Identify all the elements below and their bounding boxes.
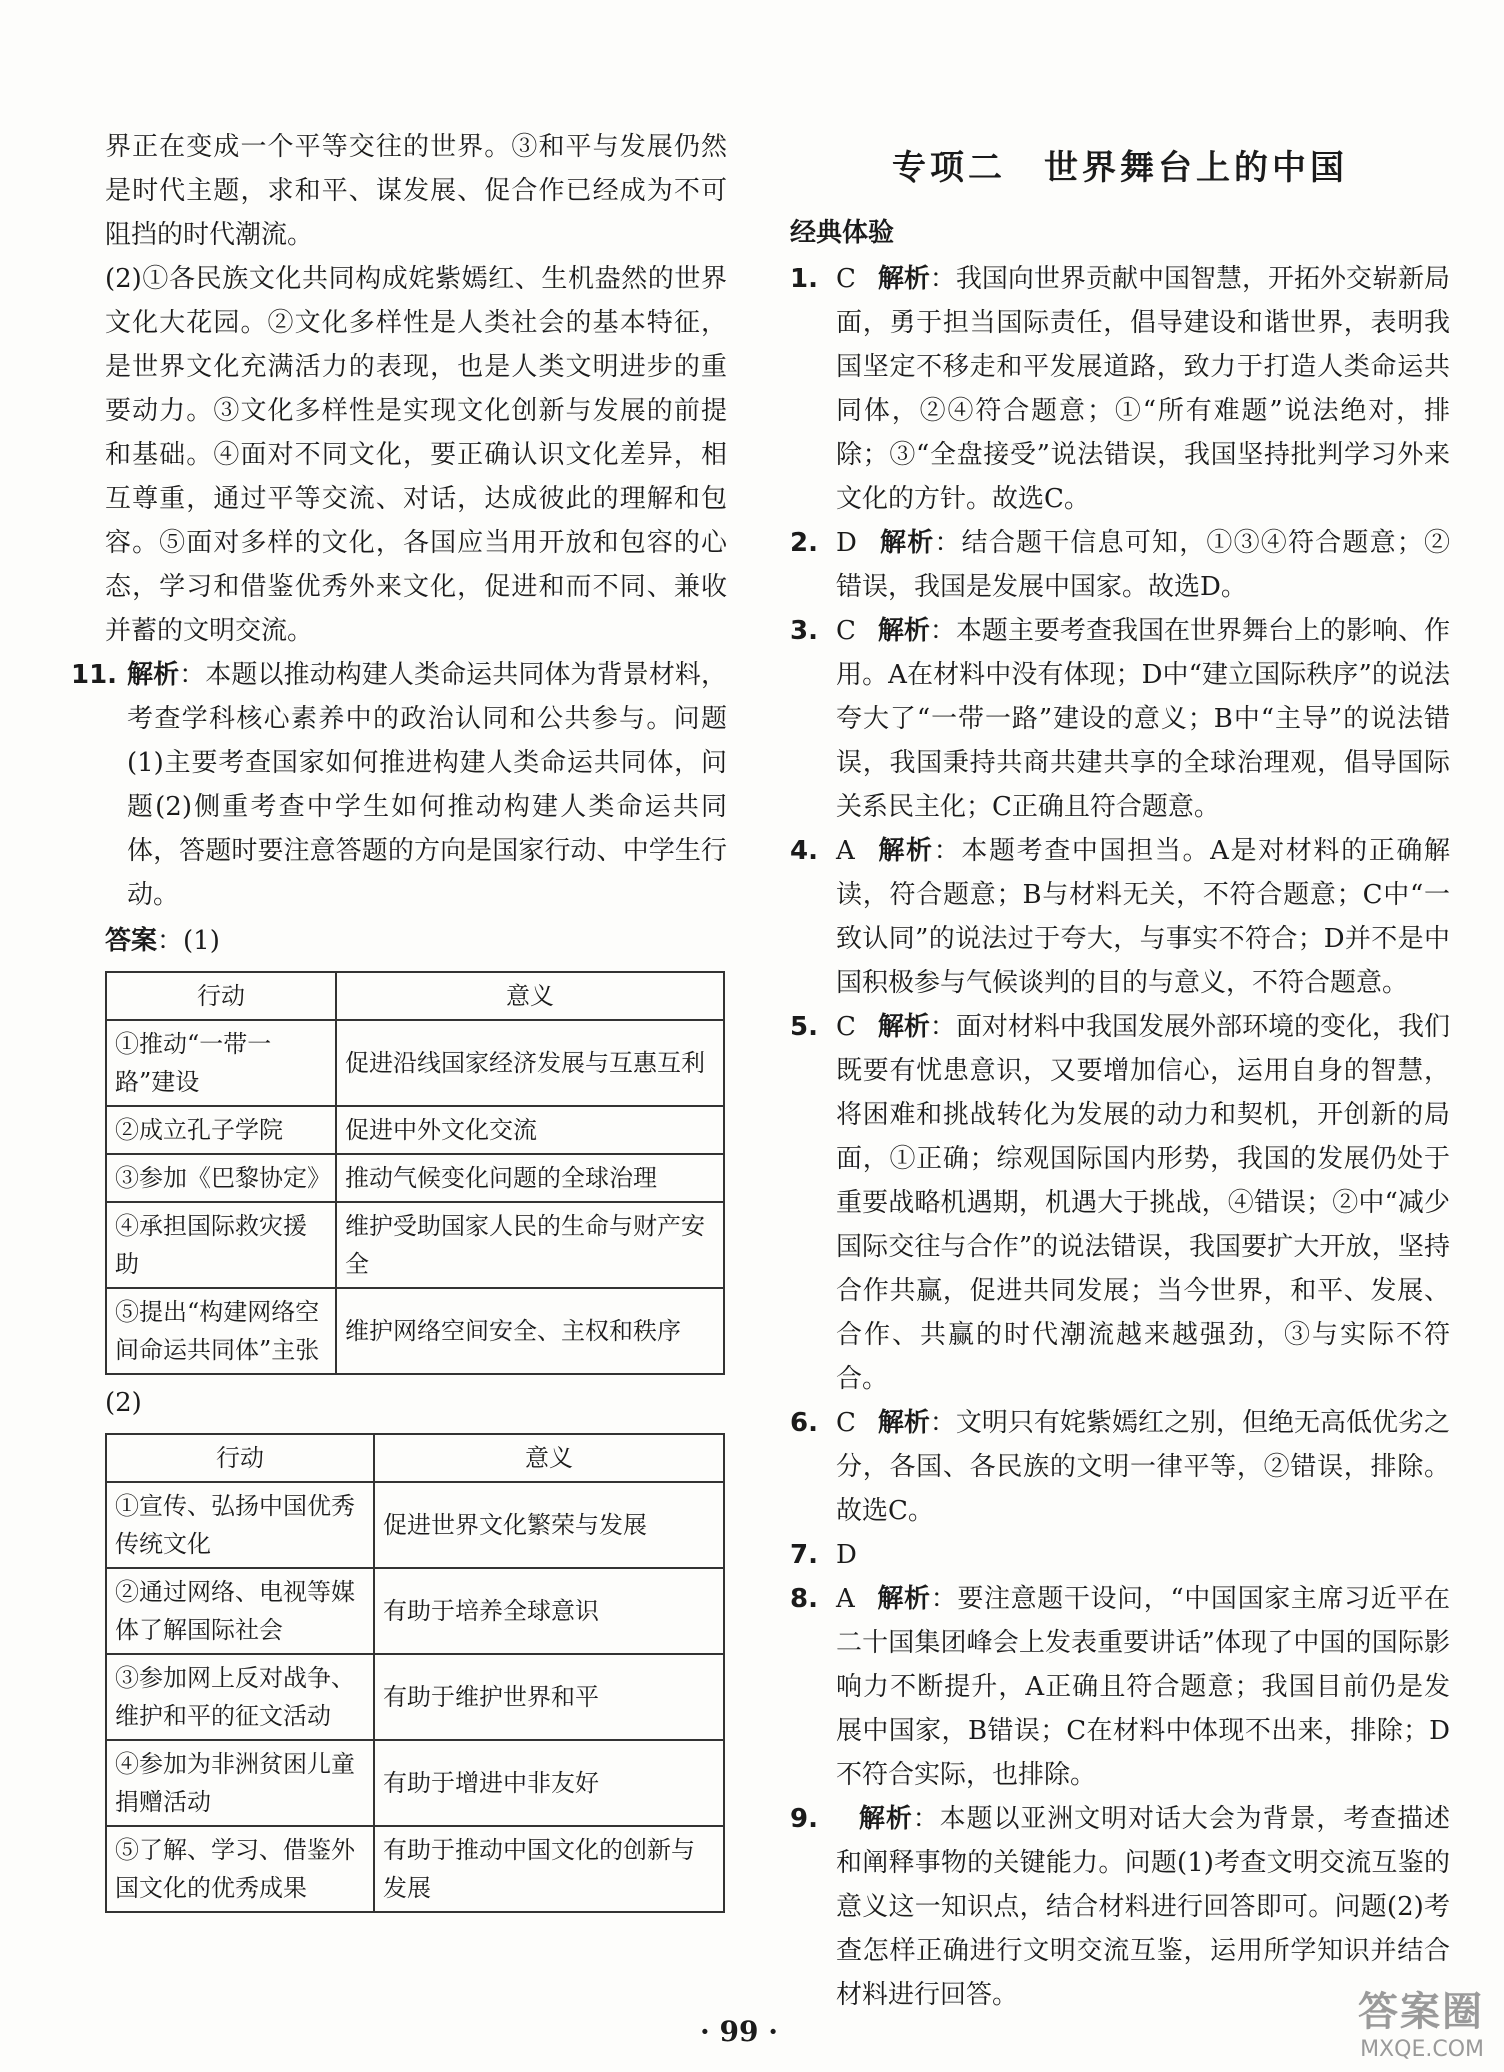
answer-label: 答案 — [105, 926, 158, 956]
answer-item — [790, 257, 1450, 521]
section-title: 专项二 世界舞台上的中国 — [892, 148, 1348, 188]
table-cell: ②成立孔子学院 — [106, 1106, 336, 1154]
item-answer: A — [836, 1584, 855, 1614]
analysis-label: 解析 — [127, 660, 180, 690]
table-row — [106, 1106, 724, 1154]
watermark-url: MXQE.COM — [1360, 2037, 1484, 2062]
answer-list — [790, 257, 1450, 2017]
table-cell: 促进世界文化繁荣与发展 — [374, 1482, 724, 1568]
table-cell: 有助于推动中国文化的创新与发展 — [374, 1826, 724, 1912]
analysis-label: 解析 — [877, 1012, 930, 1042]
answer-item — [790, 1533, 1450, 1577]
table-cell: 维护受助国家人民的生命与财产安全 — [336, 1202, 724, 1288]
table-header — [106, 1434, 724, 1482]
table-row — [106, 1482, 724, 1568]
section-subheading: 经典体验 — [790, 218, 895, 248]
question-11 — [71, 653, 727, 917]
item-number: 1. — [790, 264, 818, 294]
table-row — [106, 1202, 724, 1288]
paragraph-continued: 界正在变成一个平等交往的世界。③和平与发展仍然是时代主题，求和平、谋发展、促合作已经成为不可阻挡的时代潮流。 — [105, 132, 727, 250]
table-cell: 有助于维护世界和平 — [374, 1654, 724, 1740]
table-cell: ①宣传、弘扬中国优秀传统文化 — [106, 1482, 374, 1568]
table-cell: 促进沿线国家经济发展与互惠互利 — [336, 1020, 724, 1106]
item-answer: D — [836, 528, 857, 558]
item-answer: C — [836, 1012, 856, 1042]
analysis-label: 解析 — [877, 616, 930, 646]
item-answer: A — [836, 836, 855, 866]
item-answer: C — [836, 616, 856, 646]
table-cell: ④参加为非洲贫困儿童捐赠活动 — [106, 1740, 374, 1826]
header-meaning: 意义 — [336, 972, 724, 1020]
analysis-label: 解析 — [876, 836, 934, 866]
answer-item — [790, 521, 1450, 609]
analysis-label: 解析 — [877, 264, 930, 294]
item-number: 3. — [790, 616, 818, 646]
item-number: 4. — [790, 836, 818, 866]
item-number: 6. — [790, 1408, 818, 1438]
analysis-text: ：本题主要考查我国在世界舞台上的影响、作用。A在材料中没有体现；D中“建立国际秩序”的说法夸大了“一带一路”建设的意义；B中“主导”的说法错误，我国秉持共商共建共享的全球治理观，倡导国际关系民主化；C正确且符合题意。 — [836, 616, 1450, 822]
table-cell: 推动气候变化问题的全球治理 — [336, 1154, 724, 1202]
answer-table-1 — [105, 971, 725, 1375]
paragraph-part-2: (2)①各民族文化共同构成姹紫嫣红、生机盎然的世界文化大花园。②文化多样性是人类社会的基本特征，是世界文化充满活力的表现，也是人类文明进步的重要动力。③文化多样性是实现文化创新与发展的前提和基础。④面对不同文化，要正确认识文化差异，相互尊重，通过平等交流、对话，达成彼此的理解和包容。⑤面对多样的文化，各国应当用开放和包容的心态，学习和借鉴优秀外来文化，促进和而不同、兼收并蓄的文明交流。 — [105, 264, 727, 646]
table-cell: 维护网络空间安全、主权和秩序 — [336, 1288, 724, 1374]
table-row — [106, 1826, 724, 1912]
item-answer: C — [836, 1408, 856, 1438]
table-cell: 有助于增进中非友好 — [374, 1740, 724, 1826]
table-cell: ②通过网络、电视等媒体了解国际社会 — [106, 1568, 374, 1654]
item-number: 9. — [790, 1804, 818, 1834]
table-cell: ⑤了解、学习、借鉴外国文化的优秀成果 — [106, 1826, 374, 1912]
answer-item — [790, 1005, 1450, 1401]
table-cell: ③参加《巴黎协定》 — [106, 1154, 336, 1202]
answer-item — [790, 1577, 1450, 1797]
table-row — [106, 1740, 724, 1826]
table-cell: ⑤提出“构建网络空间命运共同体”主张 — [106, 1288, 336, 1374]
analysis-text: ：面对材料中我国发展外部环境的变化，我们既要有忧患意识，又要增加信心，运用自身的智慧，将困难和挑战转化为发展的动力和契机，开创新的局面，①正确；综观国际国内形势，我国的发展仍处于重要战略机遇期，机遇大于挑战，④错误；②中“减少国际交往与合作”的说法错误，我国要扩大开放，坚持合作共赢，促进共同发展；当今世界，和平、发展、合作、共赢的时代潮流越来越强劲，③与实际不符合。 — [836, 1012, 1450, 1394]
analysis-text: ：要注意题干设问，“中国国家主席习近平在二十国集团峰会上发表重要讲话”体现了中国的国际影响力不断提升，A正确且符合题意；我国目前仍是发展中国家，B错误；C在材料中体现不出来，排除；D不符合实际，也排除。 — [836, 1584, 1450, 1790]
answer-part-2-label: (2) — [105, 1388, 142, 1418]
answer-heading — [105, 919, 727, 963]
watermark-logo — [1358, 1980, 1484, 2062]
item-answer: C — [836, 264, 856, 294]
table-row — [106, 1288, 724, 1374]
page-number: · 99 · — [700, 2015, 778, 2048]
analysis-text: ：本题考查中国担当。A是对材料的正确解读，符合题意；B与材料无关，不符合题意；C中“一致认同”的说法过于夸大，与事实不符合；D并不是中国积极参与气候谈判的目的与意义，不符合题意。 — [836, 836, 1450, 998]
header-meaning: 意义 — [374, 1434, 724, 1482]
analysis-text: ：本题以推动构建人类命运共同体为背景材料，考查学科核心素养中的政治认同和公共参与。问题(1)主要考查国家如何推进构建人类命运共同体，问题(2)侧重考查中学生如何推动构建人类命运共同体，答题时要注意答题的方向是国家行动、中学生行动。 — [127, 660, 727, 910]
analysis-label: 解析 — [858, 1804, 913, 1834]
header-action: 行动 — [106, 1434, 374, 1482]
table-row — [106, 1654, 724, 1740]
table-row — [106, 1154, 724, 1202]
answer-item — [790, 1401, 1450, 1533]
question-number: 11. — [71, 660, 118, 690]
analysis-label: 解析 — [877, 1408, 930, 1438]
answer-table-2 — [105, 1433, 725, 1913]
table-cell: ④承担国际救灾援助 — [106, 1202, 336, 1288]
item-number: 2. — [790, 528, 818, 558]
table-row — [106, 1020, 724, 1106]
table-cell: 促进中外文化交流 — [336, 1106, 724, 1154]
analysis-text: ：我国向世界贡献中国智慧，开拓外交崭新局面，勇于担当国际责任，倡导建设和谐世界，表明我国坚定不移走和平发展道路，致力于打造人类命运共同体，②④符合题意；①“所有难题”说法绝对，排除；③“全盘接受”说法错误，我国坚持批判学习外来文化的方针。故选C。 — [836, 264, 1450, 514]
analysis-label: 解析 — [876, 1584, 931, 1614]
table-row — [106, 1568, 724, 1654]
header-action: 行动 — [106, 972, 336, 1020]
watermark-text: 答案圈 — [1358, 1989, 1484, 2035]
left-column — [71, 125, 727, 1913]
answer-part-1: ：(1) — [157, 926, 220, 956]
item-number: 8. — [790, 1584, 818, 1614]
answer-item — [790, 1797, 1450, 2017]
analysis-label: 解析 — [878, 528, 935, 558]
item-number: 5. — [790, 1012, 818, 1042]
analysis-text: ：文明只有姹紫嫣红之别，但绝无高低优劣之分，各国、各民族的文明一律平等，②错误，排除。故选C。 — [836, 1408, 1450, 1526]
analysis-text: ：结合题干信息可知，①③④符合题意；②错误，我国是发展中国家。故选D。 — [836, 528, 1450, 602]
answer-item — [790, 829, 1450, 1005]
item-answer: D — [836, 1540, 857, 1570]
table-cell: ③参加网上反对战争、维护和平的征文活动 — [106, 1654, 374, 1740]
item-number: 7. — [790, 1540, 818, 1570]
table-cell: 有助于培养全球意识 — [374, 1568, 724, 1654]
right-column — [790, 112, 1450, 2017]
answer-item — [790, 609, 1450, 829]
analysis-text: ：本题以亚洲文明对话大会为背景，考查描述和阐释事物的关键能力。问题(1)考查文明交流互鉴的意义这一知识点，结合材料进行回答即可。问题(2)考查怎样正确进行文明交流互鉴，运用所学知识并结合材料进行回答。 — [836, 1804, 1450, 2010]
table-header — [106, 972, 724, 1020]
table-cell: ①推动“一带一路”建设 — [106, 1020, 336, 1106]
